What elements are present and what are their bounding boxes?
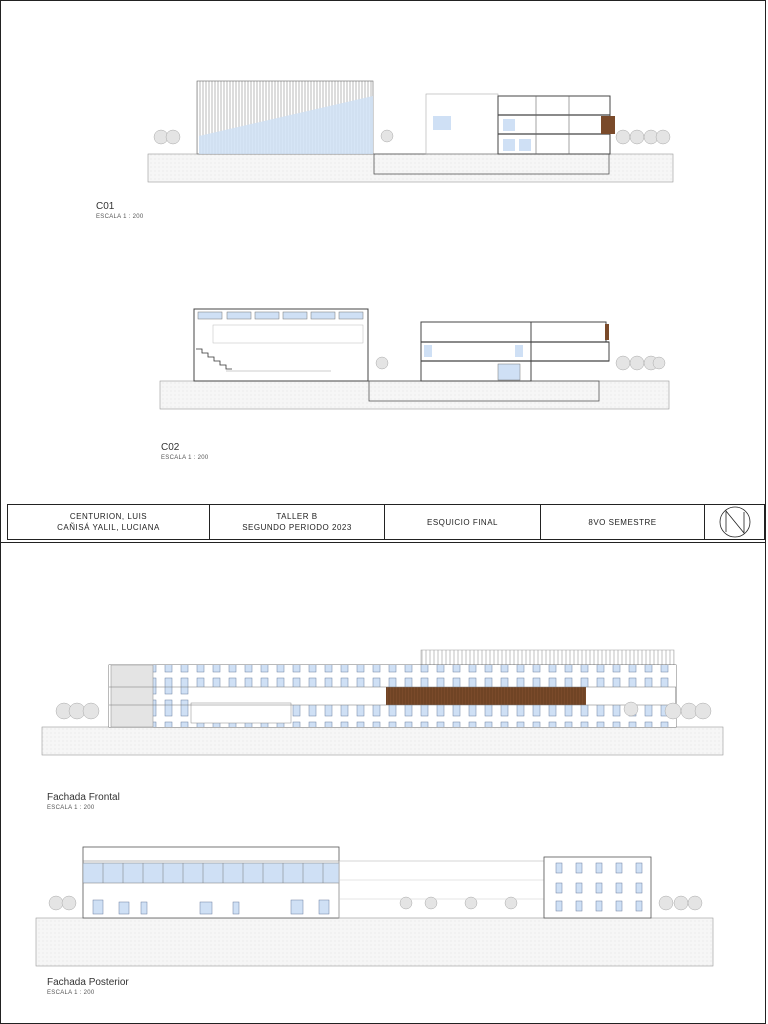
course-cell: [210, 505, 385, 539]
drawing-sheet-elevations: [0, 543, 766, 1024]
facade-rear: [36, 847, 713, 966]
semester: 8VO SEMESTRE: [588, 517, 657, 527]
sections-drawing: [1, 1, 767, 544]
title-block: [7, 504, 765, 540]
course-period: SEGUNDO PERIODO 2023: [242, 523, 352, 532]
facade-rear-scale: ESCALA 1 : 200: [47, 990, 95, 996]
trees-c02: [376, 356, 665, 370]
section-c01-scale: ESCALA 1 : 200: [96, 214, 144, 220]
front-solid-block: [111, 665, 153, 727]
authors-cell: [8, 505, 210, 539]
section-c01: [148, 81, 673, 182]
project-cell: [385, 505, 541, 539]
north-arrow-icon: [718, 505, 752, 539]
front-wood-panel: [386, 687, 586, 705]
north-arrow-cell: [705, 505, 764, 539]
section-c02: [160, 309, 669, 409]
glass-c01: [433, 116, 451, 130]
elevations-drawing: [1, 543, 767, 1024]
rear-glass-band: [83, 863, 339, 883]
section-c02-scale: ESCALA 1 : 200: [161, 455, 209, 461]
roof-louvers: [421, 650, 674, 665]
ground-c01: [148, 154, 673, 182]
author-1: CENTURION, LUIS: [69, 512, 148, 521]
section-c01-label: C01: [96, 201, 115, 212]
semester-cell: [541, 505, 705, 539]
front-upper-windows: [109, 665, 676, 687]
author-2: CAÑISÁ YALIL, LUCIANA: [57, 523, 160, 532]
facade-front-scale: ESCALA 1 : 200: [47, 805, 95, 811]
wood-panel-c01: [601, 116, 615, 134]
ground-front: [42, 727, 723, 755]
project-name: ESQUICIO FINAL: [426, 517, 498, 527]
rear-middle-volume: [339, 861, 544, 918]
hall-c02: [194, 309, 368, 381]
facade-front-label: Fachada Frontal: [47, 792, 120, 803]
facade-rear-label: Fachada Posterior: [47, 977, 129, 988]
course-name: TALLER B: [276, 512, 318, 521]
ground-rear: [36, 918, 713, 966]
stair-c02: [196, 349, 232, 369]
facade-front: [42, 650, 723, 755]
ground-c02: [160, 381, 669, 409]
section-c02-label: C02: [161, 442, 180, 453]
